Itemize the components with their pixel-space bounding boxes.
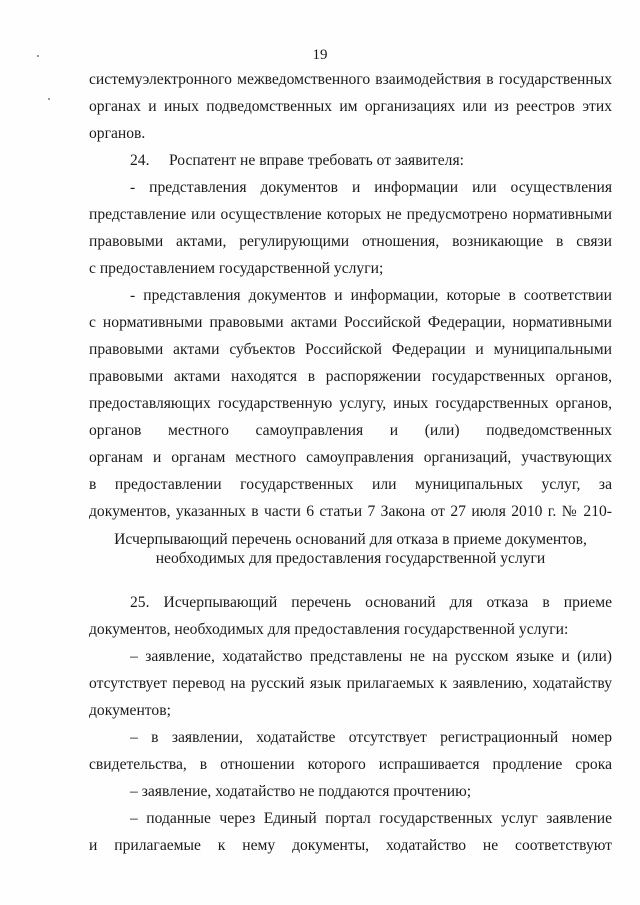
text-line: органам и органам местного самоуправления организаций, участвующих bbox=[89, 449, 612, 466]
text-line: свидетельства, в отношении которого испрашивается продление срока bbox=[89, 756, 612, 773]
text-line: – поданные через Единый портал государственных услуг заявление bbox=[130, 810, 612, 827]
item-25-intro: 25. Исчерпывающий перечень оснований для отказа в приеме bbox=[130, 594, 612, 611]
text-line: и прилагаемые к нему документы, ходатайство не соответствуют bbox=[89, 837, 612, 854]
text-line: – в заявлении, ходатайстве отсутствует регистрационный номер bbox=[130, 729, 612, 746]
text-line: правовыми актами, регулирующими отношения, возникающие в связи bbox=[89, 233, 612, 250]
text-line: документов, необходимых для предоставления государственной услуги: bbox=[89, 621, 569, 638]
text-line: правовыми актами субъектов Российской Федерации и муниципальными bbox=[89, 341, 612, 358]
text-line: представление или осуществление которых не предусмотрено нормативными bbox=[89, 206, 612, 223]
text-line: предоставляющих государственную услугу, иных государственных органов, bbox=[89, 395, 612, 412]
text-line: с нормативными правовыми актами Российской Федерации, нормативными bbox=[89, 314, 612, 331]
item-24-intro: 24. Роспатент не вправе требовать от заявителя: bbox=[130, 152, 464, 169]
text-line: правовыми актами находятся в распоряжении государственных органов, bbox=[89, 368, 612, 385]
text-line: с предоставлением государственной услуги; bbox=[89, 260, 384, 277]
text-line: в предоставлении государственных или муниципальных услуг, за bbox=[89, 476, 612, 493]
text-line: отсутствует перевод на русский язык прилагаемых к заявлению, ходатайству bbox=[89, 675, 612, 692]
text-line: системуэлектронного межведомственного взаимодействия в государственных bbox=[89, 71, 612, 88]
section-heading-line: Исчерпывающий перечень оснований для отказа в приеме документов, bbox=[114, 531, 587, 548]
text-line: – заявление, ходатайство не поддаются прочтению; bbox=[130, 783, 472, 800]
text-line: – заявление, ходатайство представлены не на русском языке и (или) bbox=[130, 648, 612, 665]
text-line: - представления документов и информации или осуществления bbox=[130, 179, 612, 196]
text-line: органах и иных подведомственных им организациях или из реестров этих bbox=[89, 98, 612, 115]
text-line: органов. bbox=[89, 125, 146, 142]
text-line: - представления документов и информации, которые в соответствии bbox=[130, 287, 612, 304]
text-line: документов, указанных в части 6 статьи 7 Закона от 27 июля 2010 г. № 210- bbox=[89, 503, 612, 520]
scan-speck bbox=[48, 98, 50, 100]
section-heading-line: необходимых для предоставления государственной услуги bbox=[155, 550, 546, 567]
text-line: органов местного самоуправления и (или) подведомственных bbox=[89, 422, 612, 439]
text-line: документов; bbox=[89, 702, 171, 719]
page-number: 19 bbox=[312, 47, 328, 63]
